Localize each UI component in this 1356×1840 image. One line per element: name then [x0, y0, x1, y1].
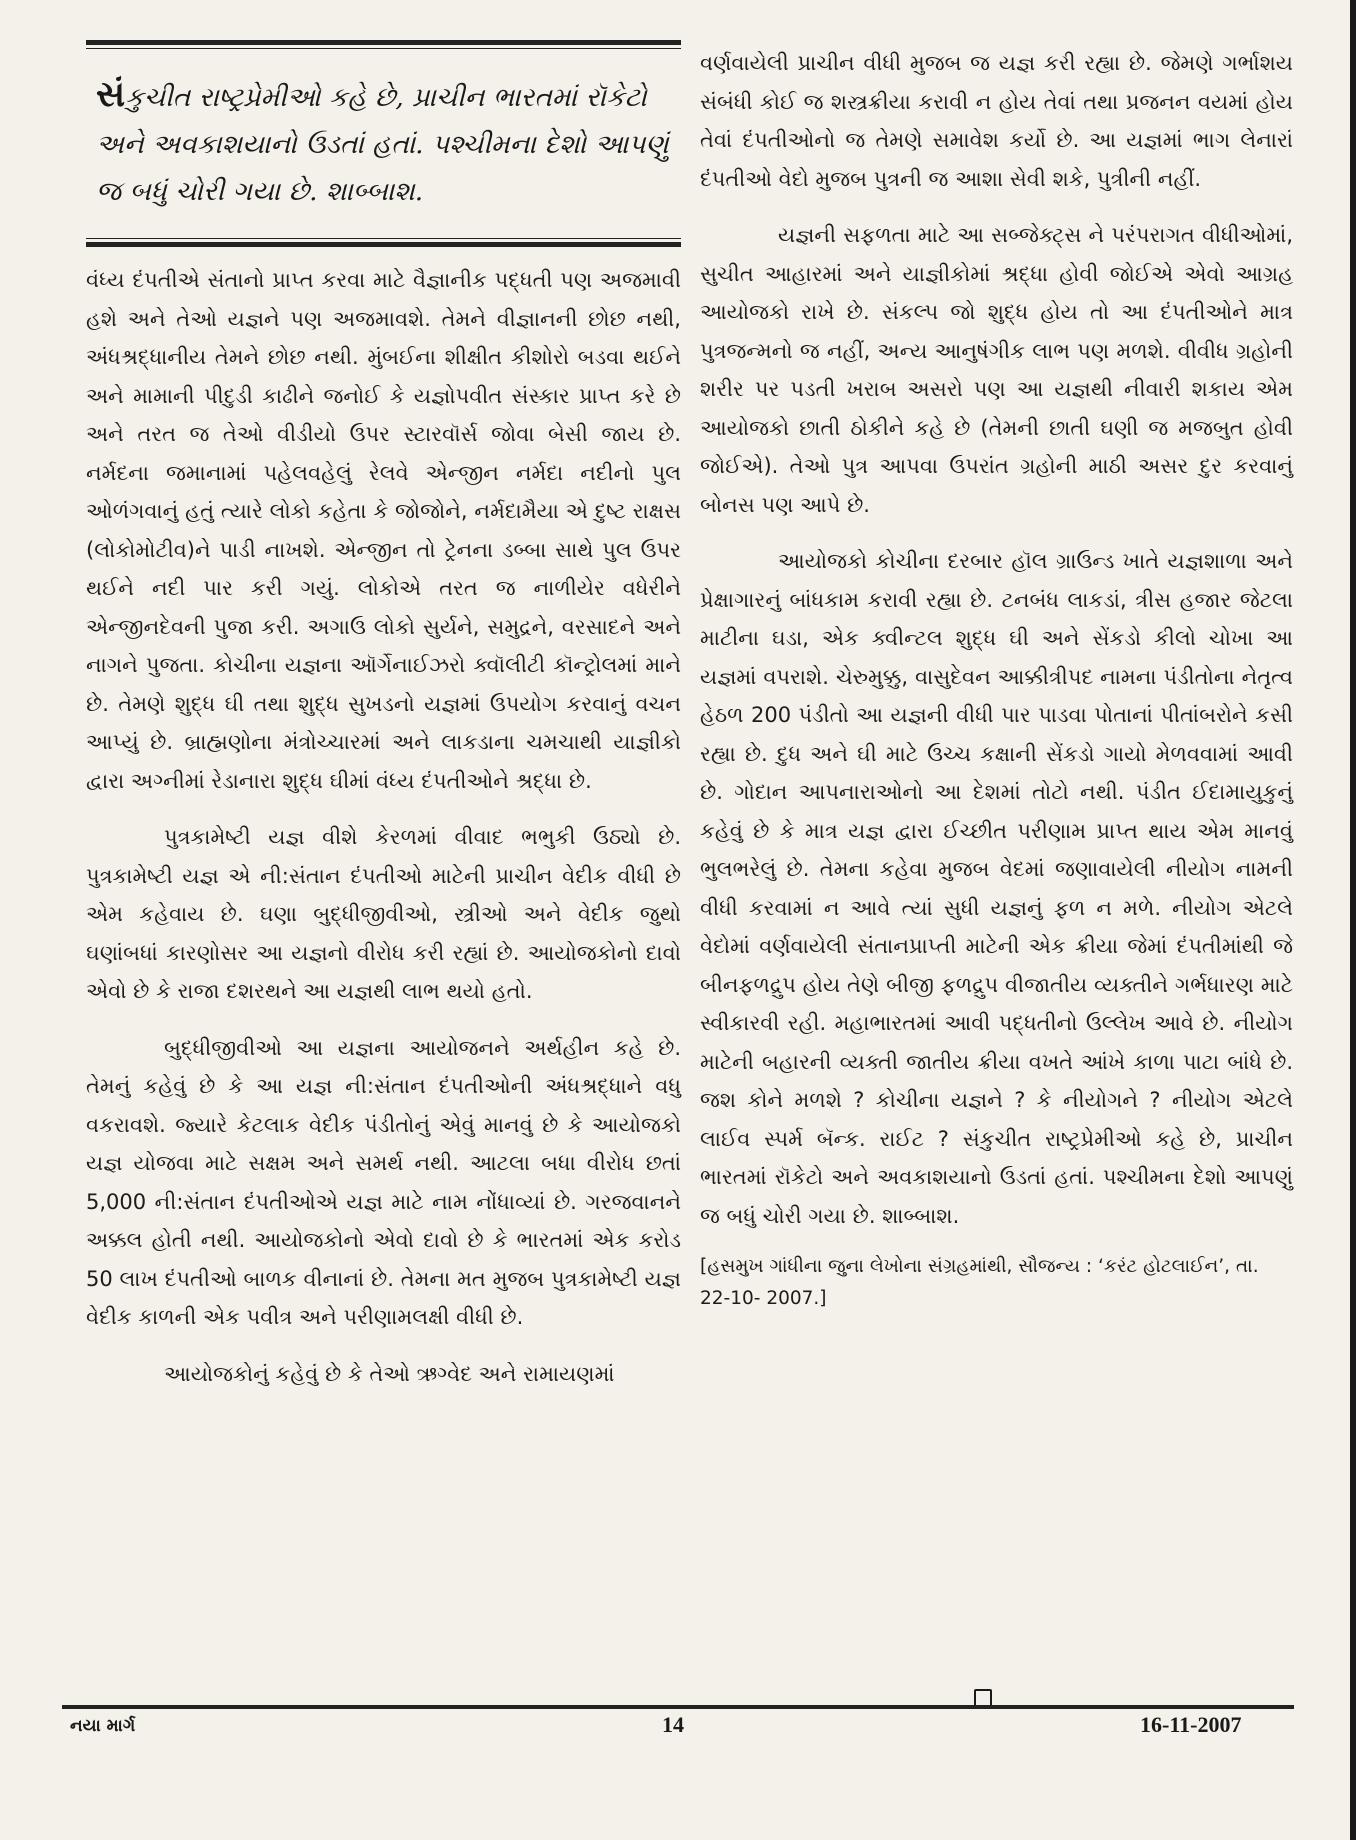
left-paragraph-3: બુદ્ધીજીવીઓ આ યજ્ઞના આયોજનને અર્થહીન કહે છે. તેમનું કહેવું છે કે આ યજ્ઞ ની:સંતાન દંપતીઓની અંધશ્રદ્ધાને વધુ વકરાવશે. જ્યારે કેટલાક વેદીક પંડીતોનું એવું માનવું છે કે આયોજકો યજ્ઞ યોજવા માટે સક્ષમ અને સમર્થ નથી. આટલા બધા વીરોધ છતાં 5,000 ની:સંતાન દંપતીઓએ યજ્ઞ માટે નામ નોંધાવ્યાં છે. ગરજવાનને અક્કલ હોતી નથી. આયોજકોનો એવો દાવો છે કે ભારતમાં એક કરોડ 50 લાખ દંપતીઓ બાળક વીનાનાં છે. તેમના મત મુજબ પુત્રકામેષ્ટી યજ્ઞ વેદીક કાળની એક પવીત્ર અને પરીણામલક્ષી વીધી છે.	[86, 1035, 681, 1329]
page-number: 14	[662, 1712, 684, 1737]
right-paragraph-2: યજ્ઞની સફળતા માટે આ સબ્જેક્ટ્સ ને પરંપરાગત વીધીઓમાં, સુચીત આહારમાં અને યાજ્ઞીકોમાં શ્રદ્ધા હોવી જોઈએ એવો આગ્રહ આયોજકો રાખે છે. સંકલ્પ જો શુદ્ધ હોય તો આ દંપતીઓને માત્ર પુત્રજન્મનો જ નહીં, અન્ય આનુષંગીક લાભ પણ મળશે. વીવીધ ગ્રહોની શરીર પર પડતી ખરાબ અસરો પણ આ યજ્ઞથી નીવારી શકાય એમ આયોજકો છાતી ઠોકીને કહે છે (તેમની છાતી ઘણી જ મજબુત હોવી જોઈએ). તેઓ પુત્ર આપવા ઉપરાંત ગ્રહોની માઠી અસર દુર કરવાનું બોનસ પણ આપે છે.	[700, 223, 1293, 517]
pullquote-text: કુચીત રાષ્ટ્રપ્રેમીઓ કહે છે, પ્રાચીન ભારતમાં રૉકેટો અને અવકાશયાનો ઉડતાં હતાં. પશ્ચીમના દેશો આપણું જ બધું ચોરી ગયા છે. શાબ્બાશ.	[96, 82, 669, 207]
right-paragraph-1: વર્ણવાયેલી પ્રાચીન વીધી મુજબ જ યજ્ઞ કરી રહ્યા છે. જેમણે ગર્ભાશય સંબંધી કોઈ જ શસ્ત્રક્રીયા કરાવી ન હોય તેવાં તથા પ્રજનન વયમાં હોય તેવાં દંપતીઓનો જ તેમણે સમાવેશ કર્યો છે. આ યજ્ઞમાં ભાગ લેનારાં દંપતીઓ વેદો મુજબ પુત્રની જ આશા સેવી શકે, પુત્રીની નહીં.	[700, 51, 1293, 191]
publication-name: નયા માર્ગ	[70, 1716, 136, 1736]
left-paragraph-1: વંધ્ય દંપતીએ સંતાનો પ્રાપ્ત કરવા માટે વૈજ્ઞાનીક પદ્ધતી પણ અજમાવી હશે અને તેઓ યજ્ઞને પણ અજમાવશે. તેમને વીજ્ઞાનની છોછ નથી, અંધશ્રદ્ધાનીય તેમને છોછ નથી. મુંબઈના શીક્ષીત કીશોરો બડવા થઈને અને મામાની પીદુડી કાઢીને જનોઈ કે યજ્ઞોપવીત સંસ્કાર પ્રાપ્ત કરે છે અને તરત જ તેઓ વીડીયો ઉપર સ્ટારવૉર્સ જોવા બેસી જાય છે. નર્મદના જમાનામાં પહેલવહેલું રેલવે એન્જીન નર્મદા નદીનો પુલ ઓળંગવાનું હતું ત્યારે લોકો કહેતા કે જોજોને, નર્મદામૈયા એ દુષ્ટ રાક્ષસ (લોકોમોટીવ)ને પાડી નાખશે. એન્જીન તો ટ્રેનના ડબ્બા સાથે પુલ ઉપર થઈને નદી પાર કરી ગયું. લોકોએ તરત જ નાળીયેર વધેરીને એન્જીનદેવની પુજા કરી. અગાઉ લોકો સુર્યને, સમુદ્રને, વરસાદને અને નાગને પુજતા. કોચીના યજ્ઞના ઑર્ગેનાઈઝરો ક્વૉલીટી કૉન્ટ્રોલમાં માને છે. તેમણે શુદ્ધ ઘી તથા શુદ્ધ સુખડનો યજ્ઞમાં ઉપયોગ કરવાનું વચન આપ્યું છે. બ્રાહ્મણોના મંત્રોચ્ચારમાં અને લાકડાના ચમચાથી યાજ્ઞીકો દ્વારા અગ્નીમાં રેડાનારા શુદ્ધ ઘીમાં વંધ્ય દંપતીઓને શ્રદ્ધા છે.	[86, 268, 681, 793]
pullquote-top-rule	[86, 40, 681, 45]
pullquote-dropcap: સં	[96, 73, 126, 115]
right-column	[700, 44, 1293, 1315]
pullquote	[86, 49, 681, 235]
issue-date: 16-11-2007	[1140, 1712, 1242, 1737]
pullquote-bottom-thin-rule	[86, 238, 681, 239]
footer-rule	[62, 1705, 1294, 1709]
left-paragraph-2: પુત્રકામેષ્ટી યજ્ઞ વીશે કેરળમાં વીવાદ ભભુકી ઉઠ્યો છે. પુત્રકામેષ્ટી યજ્ઞ એ ની:સંતાન દંપતીઓ માટેની પ્રાચીન વેદીક વીધી છે એમ કહેવાય છે. ઘણા બુદ્ધીજીવીઓ, સ્ત્રીઓ અને વેદીક જુથો ઘણાંબધાં કારણોસર આ યજ્ઞનો વીરોધ કરી રહ્યાં છે. આયોજકોનો દાવો એવો છે કે રાજા દશરથને આ યજ્ઞથી લાભ થયો હતો.	[86, 825, 681, 1003]
right-paragraph-3: આયોજકો કોચીના દરબાર હૉલ ગ્રાઉન્ડ ખાતે યજ્ઞશાળા અને પ્રેક્ષાગારનું બાંધકામ કરાવી રહ્યા છે. ટનબંધ લાકડાં, ત્રીસ હજાર જેટલા માટીના ઘડા, એક ક્વીન્ટલ શુદ્ધ ઘી અને સેંકડો કીલો ચોખા આ યજ્ઞમાં વપરાશે. ચેરુમુક્કુ, વાસુદેવન આક્કીત્રીપદ નામના પંડીતોના નેતૃત્વ હેઠળ 200 પંડીતો આ યજ્ઞની વીધી પાર પાડવા પોતાનાં પીતાંબરોને કસી રહ્યા છે. દુધ અને ઘી માટે ઉચ્ચ કક્ષાની સેંકડો ગાયો મેળવવામાં આવી છે. ગોદાન આપનારાઓનો આ દેશમાં તોટો નથી. પંડીત ઈદામાયુકુનું કહેવું છે કે માત્ર યજ્ઞ દ્વારા ઈચ્છીત પરીણામ પ્રાપ્ત થાય એમ માનવું ભુલભરેલું છે. તેમના કહેવા મુજબ વેદમાં જણાવાયેલી નીયોગ નામની વીધી કરવામાં ન આવે ત્યાં સુધી યજ્ઞનું ફળ ન મળે. નીયોગ એટલે વેદોમાં વર્ણવાયેલી સંતાનપ્રાપ્તી માટેની એક ક્રીયા જેમાં દંપતીમાંથી જે બીનફળદ્રુપ હોય તેણે બીજી ફળદ્રુપ વીજાતીય વ્યક્તીને ગર્ભધારણ માટે સ્વીકારવી રહી. મહાભારતમાં આવી પદ્ધતીનો ઉલ્લેખ આવે છે. નીયોગ માટેની બહારની વ્યક્તી જાતીય ક્રીયા વખતે આંખે કાળા પાટા બાંધે છે. જશ કોને મળશે ? કોચીના યજ્ઞને ? કે નીયોગને ? નીયોગ એટલે લાઈવ સ્પર્મ બૅન્ક. રાઈટ ? સંકુચીત રાષ્ટ્રપ્રેમીઓ કહે છે, પ્રાચીન ભારતમાં રૉકેટો અને અવકાશયાનો ઉડતાં હતાં. પશ્ચીમના દેશો આપણું જ બધું ચોરી ગયા છે. શાબ્બાશ.	[700, 549, 1293, 1228]
left-paragraph-4: આયોજકોનું કહેવું છે કે તેઓ ઋગ્વેદ અને રામાયણમાં	[164, 1361, 615, 1386]
left-column	[86, 40, 681, 1393]
source-citation: [હસમુખ ગાંધીના જુના લેખોના સંગ્રહમાંથી, સૌજન્ય : ‘કરંટ હોટલાઈન’, તા. 22-10- 2007.]	[700, 1256, 1259, 1309]
